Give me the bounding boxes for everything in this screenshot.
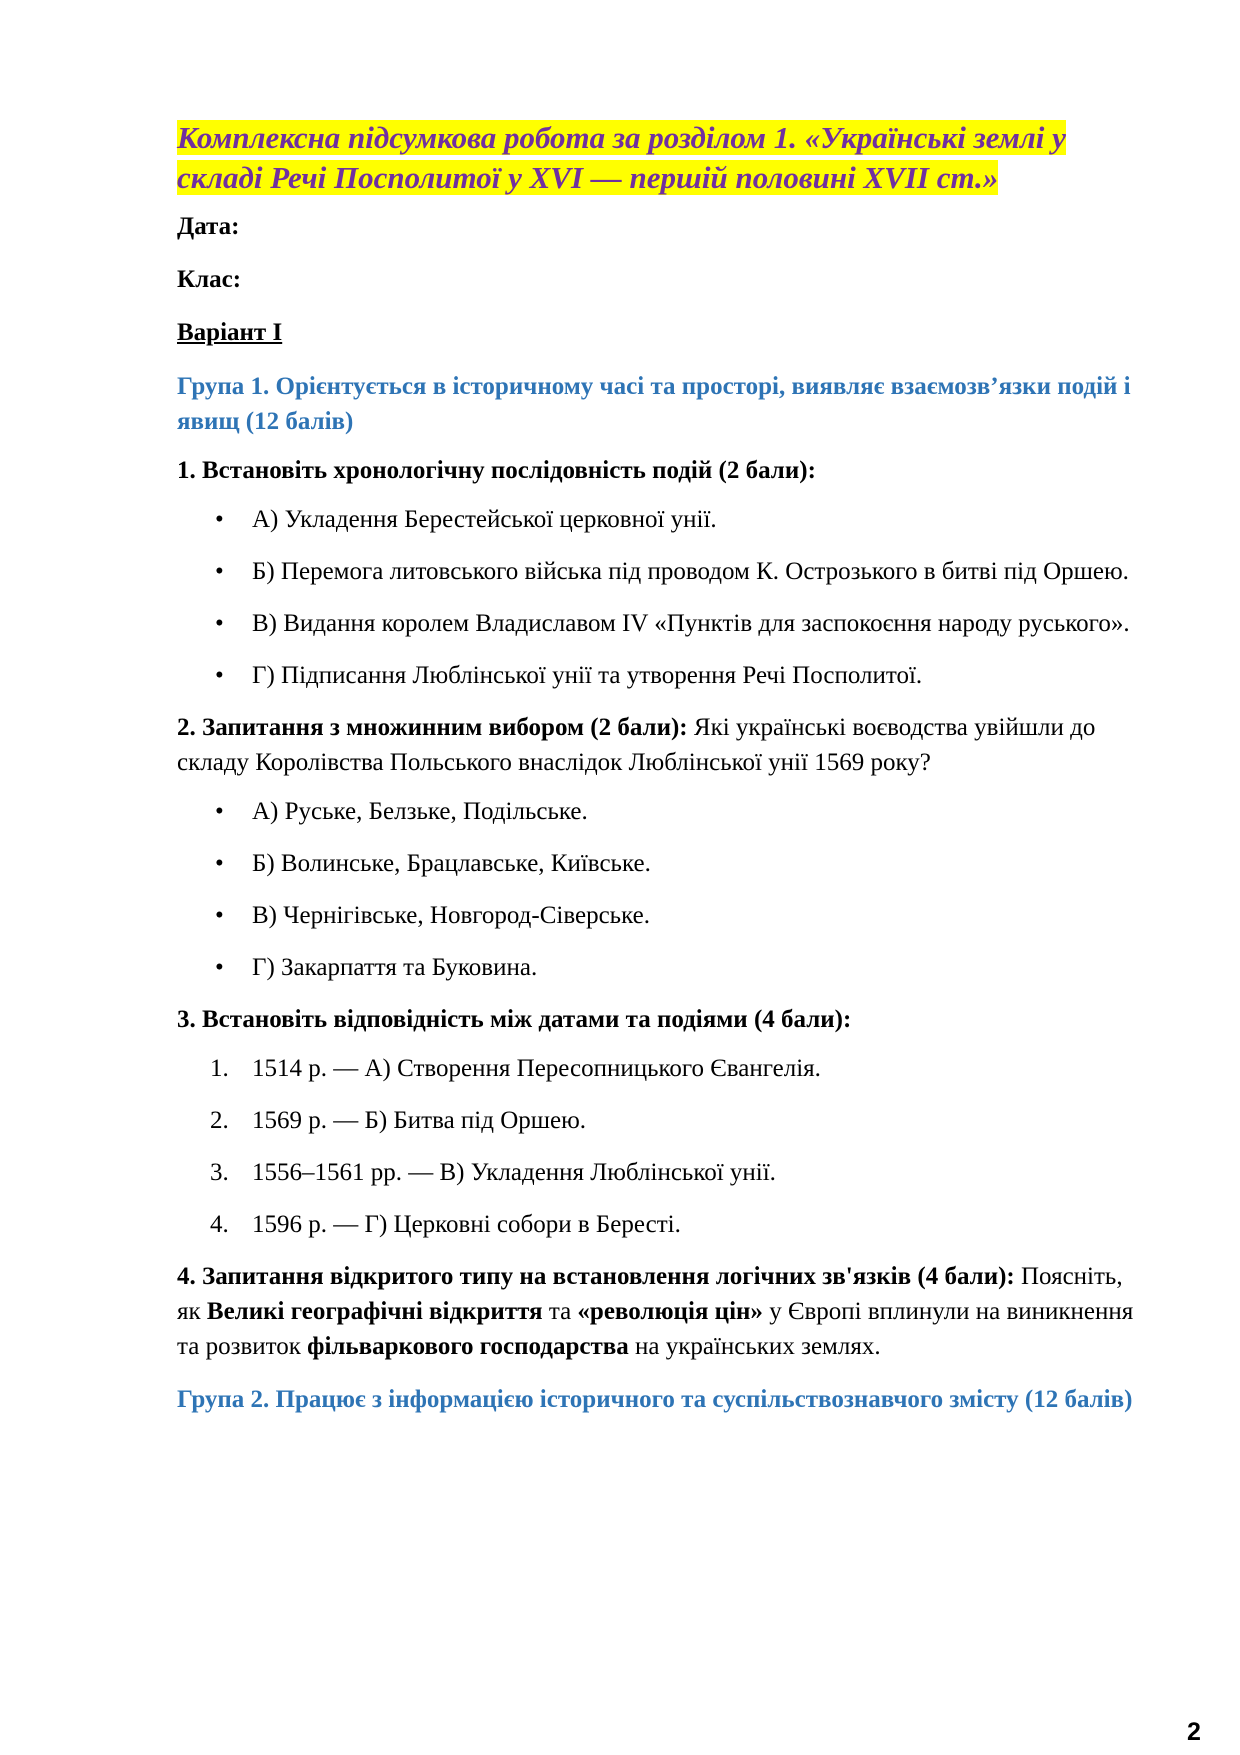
question-4: 4. Запитання відкритого типу на встановлення логічних зв'язків (4 бали): Поясніть, як Великі географічні відкриття та «революція цін» у Європі вплинули на виникнення та розвиток фільваркового господарства на українських землях. [177,1263,1134,1360]
bullet-icon: • [215,662,224,689]
variant-heading: Варіант І [177,319,283,346]
question-3: 3. Встановіть відповідність між датами та подіями (4 бали): [177,1006,852,1033]
group-2-heading: Група 2. Працює з інформацією історичного та суспільствознавчого змісту (12 балів) [177,1386,1133,1413]
question-2-options [177,794,1147,985]
question-1: 1. Встановіть хронологічну послідовність подій (2 бали): [177,457,816,484]
list-item: • В) Чернігівське, Новгород-Сіверське. [177,898,1147,933]
date-label: Дата: [177,213,240,240]
bullet-icon: • [215,610,224,637]
list-item: 1. 1514 р. — А) Створення Пересопницького Євангелія. [210,1055,821,1082]
list-item: • Б) Волинське, Брацлавське, Київське. [177,846,1147,881]
bullet-icon: • [215,954,224,981]
list-item: 4. 1596 р. — Г) Церковні собори в Бересті. [210,1211,681,1238]
bullet-icon: • [215,902,224,929]
list-item: • В) Видання королем Владиславом IV «Пунктів для заспокоєння народу руського». [177,606,1147,641]
question-2: 2. Запитання з множинним вибором (2 бали): Які українські воєводства увійшли до складу Королівства Польського внаслідок Люблінської унії 1569 року? [177,714,1096,776]
question-1-options [177,502,1147,693]
page-number: 2 [1187,1718,1201,1746]
list-item: • А) Руське, Белзьке, Подільське. [177,794,1147,829]
bullet-icon: • [215,506,224,533]
list-item: • Б) Перемога литовського війська під проводом К. Острозького в битві під Оршею. [177,554,1147,589]
bullet-icon: • [215,850,224,877]
list-item: 3. 1556–1561 рр. — В) Укладення Люблінської унії. [210,1159,776,1186]
class-label: Клас: [177,266,242,293]
list-item: 2. 1569 р. — Б) Битва під Оршею. [210,1107,587,1134]
question-3-options [177,1051,1147,1242]
list-item: • Г) Підписання Люблінської унії та утворення Речі Посполитої. [177,658,1147,693]
bullet-icon: • [215,798,224,825]
document-title: Комплексна підсумкова робота за розділом 1. «Українські землі у складі Речі Посполитої у XVI — першій половині XVII ст.» [177,120,1066,195]
group-1-heading: Група 1. Орієнтується в історичному часі та просторі, виявляє взаємозв’язки подій і явищ (12 балів) [177,373,1131,435]
bullet-icon: • [215,558,224,585]
list-item: • Г) Закарпаття та Буковина. [177,950,1147,985]
document-page [177,118,1147,1431]
list-item: • А) Укладення Берестейської церковної унії. [177,502,1147,537]
